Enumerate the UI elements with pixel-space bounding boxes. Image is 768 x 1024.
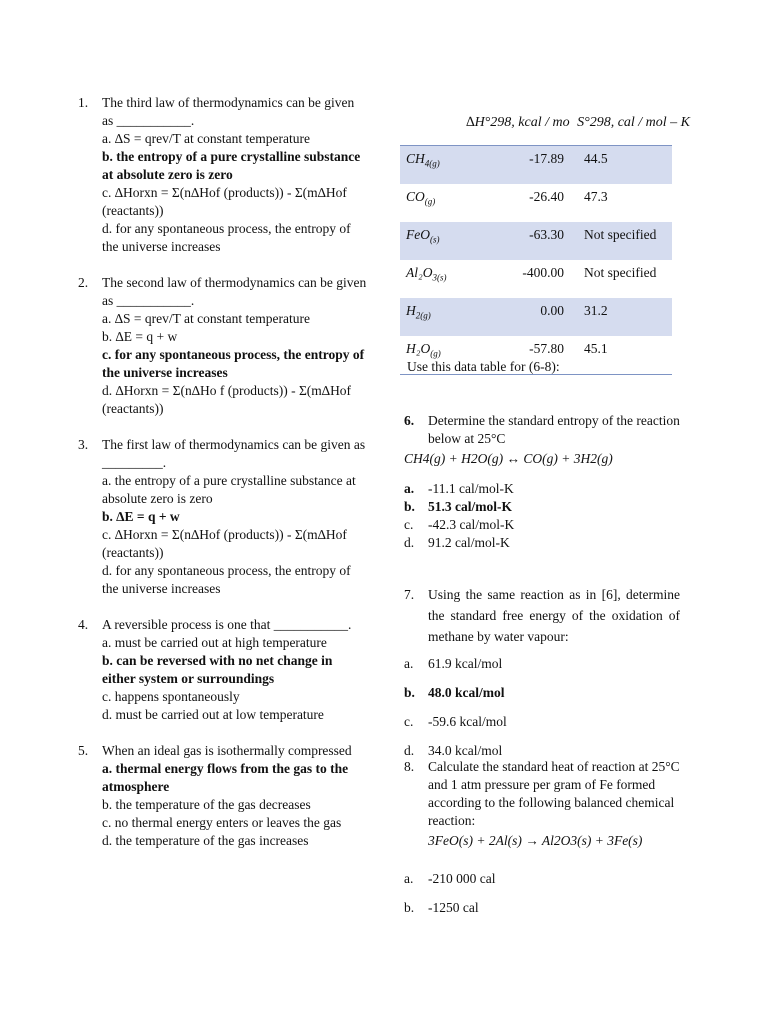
species: H₂O bbox=[406, 341, 431, 356]
option-a: a. must be carried out at high temperature bbox=[102, 635, 327, 650]
thermo-data-table bbox=[400, 145, 672, 375]
option-b: b. 51.3 cal/mol-K bbox=[404, 499, 512, 514]
species: FeO bbox=[406, 227, 430, 242]
option-d: d. for any spontaneous process, the entropy of the universe increases bbox=[102, 221, 351, 254]
enthalpy-value: -17.89 bbox=[488, 146, 570, 185]
option-b: b. the temperature of the gas decreases bbox=[102, 797, 311, 812]
question-8 bbox=[404, 758, 680, 922]
question-number: 2. bbox=[78, 275, 89, 290]
table-row bbox=[400, 222, 672, 260]
enthalpy-value: 0.00 bbox=[488, 298, 570, 336]
option-d: d. 91.2 cal/mol-K bbox=[404, 535, 510, 550]
option-b: b. can be reversed with no net change in either system or surroundings bbox=[102, 653, 333, 686]
option-c: c. ∆Horxn = Σ(n∆Hof (products)) - Σ(m∆Hof (reactants)) bbox=[102, 527, 347, 560]
question-number: 5. bbox=[78, 743, 89, 758]
question-stem: Calculate the standard heat of reaction at 25°C and 1 atm pressure per gram of Fe formed according to the following balanced chemical reaction: bbox=[428, 759, 680, 828]
species: CH bbox=[406, 151, 425, 166]
question-7 bbox=[404, 584, 680, 765]
question-5 bbox=[78, 742, 368, 850]
reaction-equation: 3FeO(s) + 2Al(s) → Al2O3(s) + 3Fe(s) bbox=[428, 833, 643, 848]
species-state: 4(g) bbox=[424, 158, 440, 169]
option-d: d. ∆Horxn = Σ(n∆Ho f (products)) - Σ(m∆Hof (reactants)) bbox=[102, 383, 352, 416]
question-3 bbox=[78, 436, 368, 598]
option-a: a. ∆S = qrev/T at constant temperature bbox=[102, 311, 310, 326]
options-list bbox=[404, 864, 680, 922]
species-state: 3(s) bbox=[432, 272, 447, 283]
species-state: (g) bbox=[424, 196, 436, 207]
question-stem: Using the same reaction as in [6], determine the standard free energy of the oxidation of methane by water vapour: bbox=[428, 587, 680, 644]
option-c: c. -42.3 cal/mol-K bbox=[404, 517, 515, 532]
enthalpy-value: -63.30 bbox=[488, 222, 570, 260]
option-b: b. 48.0 kcal/mol bbox=[404, 685, 505, 700]
option-a: a. ∆S = qrev/T at constant temperature bbox=[102, 131, 310, 146]
question-stem: The third law of thermodynamics can be given as ___________. bbox=[102, 95, 355, 128]
option-d: d. the temperature of the gas increases bbox=[102, 833, 309, 848]
option-b: b. -1250 cal bbox=[404, 900, 479, 915]
entropy-value: 45.1 bbox=[570, 336, 672, 375]
question-number: 3. bbox=[78, 437, 89, 452]
entropy-value: 31.2 bbox=[570, 298, 672, 336]
question-number: 6. bbox=[404, 413, 415, 428]
header-enthalpy: ∆H°298, kcal / mo bbox=[466, 115, 570, 130]
option-d: d. for any spontaneous process, the entropy of the universe increases bbox=[102, 563, 351, 596]
table-header bbox=[466, 114, 768, 132]
species-state: 2(g) bbox=[415, 310, 431, 321]
option-c: c. ∆Horxn = Σ(n∆Hof (products)) - Σ(m∆Hof (reactants)) bbox=[102, 185, 347, 218]
question-4 bbox=[78, 616, 368, 724]
option-c: c. for any spontaneous process, the entropy of the universe increases bbox=[102, 347, 365, 380]
question-stem: When an ideal gas is isothermally compressed bbox=[102, 743, 352, 758]
species-state: (s) bbox=[430, 234, 440, 245]
options-list bbox=[404, 649, 680, 765]
table-row bbox=[400, 298, 672, 336]
left-column bbox=[78, 94, 368, 868]
entropy-value: 47.3 bbox=[584, 189, 608, 204]
entropy-value: 44.5 bbox=[570, 146, 672, 185]
question-1 bbox=[78, 94, 368, 256]
enthalpy-value: -26.40 bbox=[529, 189, 564, 204]
reaction-equation: CH4(g) + H2O(g) ↔ CO(g) + 3H2(g) bbox=[404, 451, 613, 466]
option-c: c. happens spontaneously bbox=[102, 689, 240, 704]
option-b: b. ∆E = q + w bbox=[102, 329, 178, 344]
species-state: (g) bbox=[430, 348, 441, 359]
option-c: c. no thermal energy enters or leaves the gas bbox=[102, 815, 342, 830]
question-stem: The second law of thermodynamics can be given as ___________. bbox=[102, 275, 367, 308]
option-a: a. -11.1 cal/mol-K bbox=[404, 481, 514, 496]
option-b: b. ∆E = q + w bbox=[102, 509, 180, 524]
table-row bbox=[400, 260, 672, 298]
question-number: 7. bbox=[404, 587, 415, 602]
option-a: a. 61.9 kcal/mol bbox=[404, 656, 503, 671]
question-number: 4. bbox=[78, 617, 89, 632]
question-stem: The first law of thermodynamics can be given as _________. bbox=[102, 437, 366, 470]
table-row bbox=[400, 184, 672, 222]
enthalpy-value: -400.00 bbox=[522, 265, 564, 280]
question-stem: A reversible process is one that ___________. bbox=[102, 617, 352, 632]
options-list bbox=[404, 480, 680, 552]
entropy-value: Not specified bbox=[570, 222, 672, 260]
header-entropy: S°298, cal / mol – K bbox=[577, 115, 691, 130]
enthalpy-value: -57.80 bbox=[488, 336, 570, 375]
option-d: d. must be carried out at low temperature bbox=[102, 707, 324, 722]
option-c: c. -59.6 kcal/mol bbox=[404, 714, 507, 729]
entropy-value: Not specified bbox=[584, 265, 657, 280]
question-2 bbox=[78, 274, 368, 418]
question-stem: Determine the standard entropy of the reaction below at 25°C bbox=[428, 413, 680, 446]
question-6 bbox=[404, 412, 680, 552]
option-a: a. thermal energy flows from the gas to the atmosphere bbox=[102, 761, 349, 794]
species: Al₂O bbox=[406, 265, 433, 280]
table-row bbox=[400, 146, 672, 185]
option-a: a. the entropy of a pure crystalline substance at absolute zero is zero bbox=[102, 473, 356, 506]
table-note: Use this data table for (6-8): bbox=[407, 359, 560, 374]
option-a: a. -210 000 cal bbox=[404, 871, 496, 886]
question-number: 1. bbox=[78, 95, 89, 110]
option-d: d. 34.0 kcal/mol bbox=[404, 743, 503, 758]
question-number: 8. bbox=[404, 759, 415, 774]
species: H bbox=[406, 303, 416, 318]
species: CO bbox=[406, 189, 425, 204]
option-b: b. the entropy of a pure crystalline substance at absolute zero is zero bbox=[102, 149, 361, 182]
